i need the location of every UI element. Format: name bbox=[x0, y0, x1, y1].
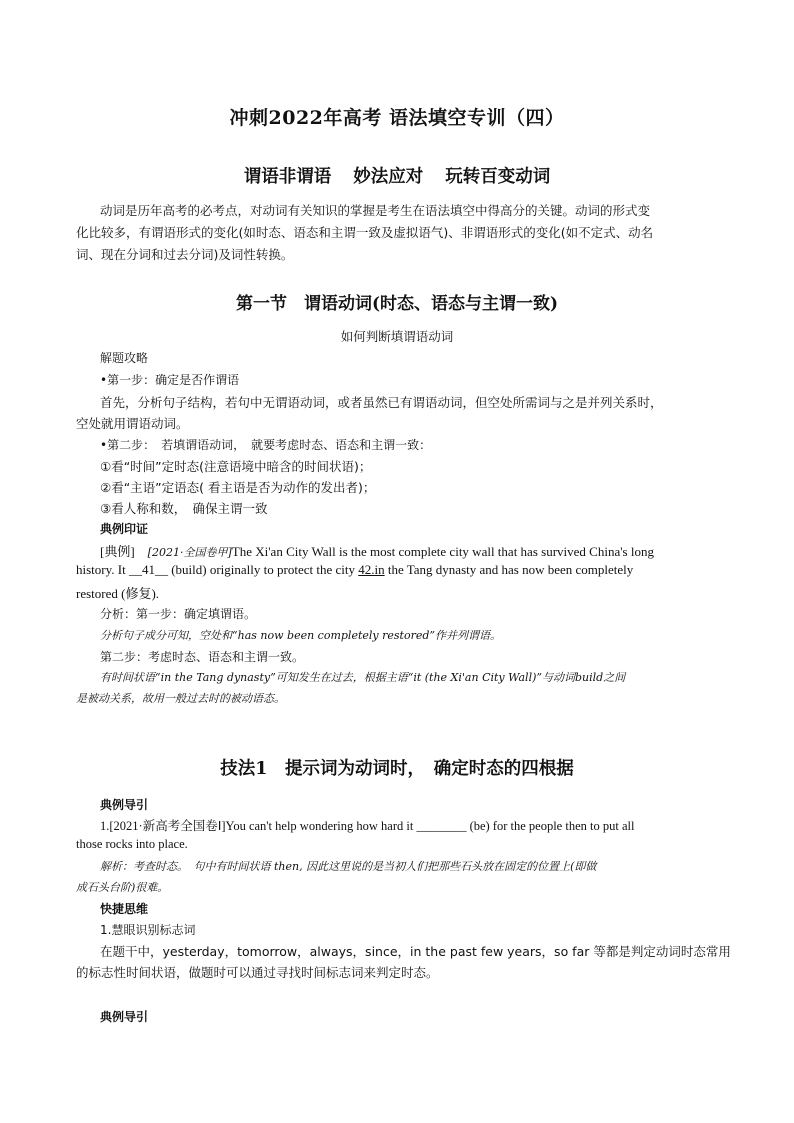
step-1-text-line-1: 首先，分析句子结构，若句中无谓语动词，或者虽然已有谓语动词，但空处所需词与之是并列关系时， bbox=[100, 395, 663, 410]
example-tag: [典例] bbox=[100, 544, 135, 559]
section-subheading: 如何判断填谓语动词 bbox=[340, 329, 454, 344]
tip-3: ③看人称和数， 确保主谓一致 bbox=[100, 501, 268, 516]
question-1-line-1 bbox=[100, 816, 634, 834]
question-1-line-2: those rocks into place. bbox=[76, 837, 188, 851]
subtitle-part-3: 玩转百变动词 bbox=[445, 167, 551, 187]
point-1-text-line-2: 的标志性时间状语，做题时可以通过寻找时间标志词来判定时态。 bbox=[76, 965, 439, 980]
tip-1: ①看“时间”定时态(注意语境中暗含的时间状语)； bbox=[100, 459, 372, 474]
guide-label-2: 典例导引 bbox=[100, 1010, 149, 1024]
example-line-3: restored (修复). bbox=[76, 586, 160, 601]
analysis-line-5: 是被动关系，故用一般过去时的被动语态。 bbox=[76, 692, 285, 705]
tip-2: ②看“主语”定语态( 看主语是否为动作的发出者)； bbox=[100, 480, 376, 495]
section-heading: 第一节 谓语动词(时态、语态与主谓一致) bbox=[235, 294, 559, 314]
intro-line-2: 化比较多，有谓语形式的变化(如时态、语态和主谓一致及虚拟语气)、非谓语形式的变化(如不定式、动名 bbox=[76, 225, 654, 240]
example-text-1: The Xi'an City Wall is the most complete city wall that has survived China's long bbox=[231, 544, 654, 559]
example-text-2a: history. It bbox=[76, 562, 129, 577]
quick-thinking-label: 快捷思维 bbox=[100, 902, 149, 916]
example-label: 典例印证 bbox=[100, 522, 149, 536]
explain-line-2: 成石头台阶)很难。 bbox=[76, 881, 169, 894]
example-text-2b: (build) originally to protect the city bbox=[167, 562, 359, 577]
step-1-text-line-2: 空处就用谓语动词。 bbox=[76, 416, 189, 431]
analysis-line-1: 分析：第一步：确定填谓语。 bbox=[100, 607, 257, 621]
example-source: [2021·全国卷甲] bbox=[147, 546, 232, 559]
intro-line-1: 动词是历年高考的必考点，对动词有关知识的掌握是考生在语法填空中得高分的关键。动词的形式变 bbox=[100, 203, 651, 218]
guide-label: 典例导引 bbox=[100, 798, 149, 812]
analysis-line-4: 有时间状语“in the Tang dynasty”可知发生在过去，根据主语“it (the Xi'an City Wall)”与动词build之间 bbox=[100, 671, 626, 684]
explain-line-1: 解析：考查时态。 句中有时间状语 then, 因此这里说的是当初人们把那些石头放在固定的位置上(即做 bbox=[100, 860, 597, 873]
step-1: •第一步：确定是否作谓语 bbox=[100, 373, 240, 387]
question-1-text-a: 1.[2021·新高考全国卷Ⅰ]You can't help wondering how hard it bbox=[100, 819, 417, 833]
question-1-blank: ________ bbox=[416, 819, 467, 833]
question-1-text-b: (be) for the people then to put all bbox=[466, 819, 635, 833]
subtitle-part-1: 谓语非谓语 bbox=[243, 167, 332, 187]
example-text-2c: the Tang dynasty and has now been completely bbox=[384, 562, 634, 577]
blank-41: __41__ bbox=[128, 562, 168, 577]
step-2: •第二步： 若填谓语动词， 就要考虑时态、语态和主谓一致： bbox=[100, 438, 432, 452]
page-title: 冲刺2022年高考 语法填空专训（四） bbox=[229, 107, 565, 129]
analysis-line-2: 分析句子成分可知，空处和“has now been completely restored”作并列谓语。 bbox=[100, 629, 501, 642]
point-1-text-line-1: 在题干中，yesterday，tomorrow，always，since，in the past few years，so far 等都是判定动词时态常用 bbox=[100, 944, 731, 959]
page-subtitle bbox=[0, 163, 794, 188]
point-1: 1.慧眼识别标志词 bbox=[100, 923, 196, 937]
strategy-label: 解题攻略 bbox=[100, 351, 149, 365]
analysis-line-3: 第二步：考虑时态、语态和主谓一致。 bbox=[100, 650, 305, 664]
technique-heading: 技法1 提示词为动词时， 确定时态的四根据 bbox=[220, 759, 574, 779]
example-line-1 bbox=[100, 541, 654, 560]
intro-line-3: 词、现在分词和过去分词)及词性转换。 bbox=[76, 247, 294, 262]
example-line-2 bbox=[76, 562, 633, 578]
blank-42: 42.in bbox=[358, 562, 385, 577]
subtitle-part-2: 妙法应对 bbox=[353, 167, 424, 187]
